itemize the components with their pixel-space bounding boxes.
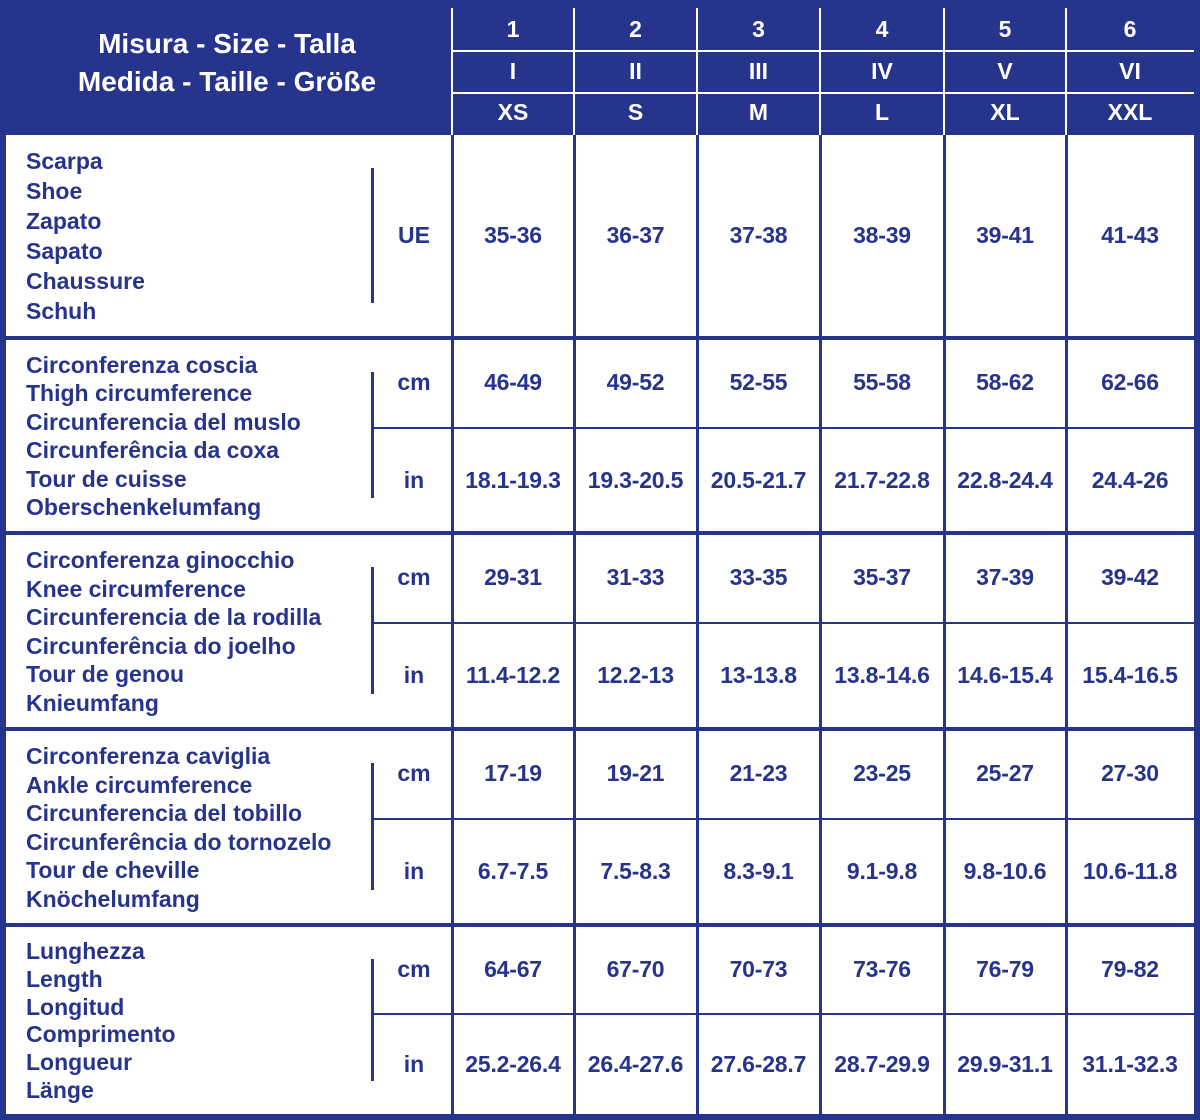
header-divider [452,92,1194,94]
row-divider [373,818,1194,820]
section-3-row-2-size-6: 15.4-16.5 [1082,662,1178,688]
section-divider [6,727,1194,731]
section-4-unit-2: in [403,858,425,884]
section-3-row-2-size-3: 13-13.8 [720,662,797,688]
section-3-label-1: Circonferenza ginocchio [26,547,295,573]
section-4-row-1-size-4: 23-25 [853,760,911,786]
section-2-row-2-size-1: 18.1-19.3 [465,466,561,493]
section-2-row-1-size-1: 46-49 [484,369,542,395]
section-5-row-2-size-3: 27.6-28.7 [710,1051,807,1077]
unit-column-divider [371,763,374,890]
section-3-unit-2: in [403,662,425,688]
header-size-roman-5: V [997,58,1013,84]
section-5-row-2-size-6: 31.1-32.3 [1082,1051,1178,1077]
section-2-row-2-size-4: 21.7-22.8 [834,466,930,493]
header-size-numeric-1: 1 [506,16,520,42]
section-1-row-1-size-3: 37-38 [729,221,788,248]
section-3-row-1-size-1: 29-31 [484,564,542,590]
section-3-row-1-size-4: 35-37 [853,564,911,590]
section-1-label-5: Chaussure [26,267,145,294]
section-1-label-4: Sapato [26,237,103,264]
section-2-label-1: Circonferenza coscia [26,352,258,378]
section-4-row-1-size-3: 21-23 [729,760,788,786]
section-2-row-1-size-5: 58-62 [976,369,1034,395]
section-4-row-1-size-6: 27-30 [1101,760,1159,786]
section-divider [6,923,1194,927]
section-1-row-1-size-4: 38-39 [853,221,911,248]
section-3-row-1-size-3: 33-35 [729,564,788,590]
section-divider [6,531,1194,535]
section-5-row-2-size-1: 25.2-26.4 [465,1051,561,1077]
section-4-row-2-size-3: 8.3-9.1 [723,858,794,884]
header-size-letter-2: S [627,99,644,125]
section-1-row-1-size-6: 41-43 [1101,221,1159,248]
unit-column-divider [371,959,374,1081]
section-5-row-1-size-2: 67-70 [606,955,665,982]
header-size-numeric-3: 3 [752,16,765,42]
section-3-row-2-size-2: 12.2-13 [597,662,674,688]
section-1-unit-1: UE [398,221,430,248]
section-2-label-2: Thigh circumference [26,380,253,407]
section-3-label-2: Knee circumference [26,575,246,602]
section-3-unit-1: cm [397,564,431,590]
section-4-row-1-size-1: 17-19 [484,760,542,786]
section-5-row-2-size-4: 28.7-29.9 [834,1051,930,1077]
section-2-row-1-size-4: 55-58 [853,369,911,395]
section-divider [6,336,1194,340]
section-4-label-5: Tour de cheville [26,857,200,884]
section-4-row-2-size-4: 9.1-9.8 [846,858,918,884]
section-2-row-2-size-3: 20.5-21.7 [710,466,807,493]
section-4-row-2-size-5: 9.8-10.6 [963,858,1047,884]
section-4-row-1-size-5: 25-27 [976,760,1034,786]
section-2-row-2-size-2: 19.3-20.5 [587,466,684,493]
section-4-label-2: Ankle circumference [26,771,253,798]
section-5-label-3: Longitud [26,993,125,1020]
section-2-row-2-size-6: 24.4-26 [1091,466,1169,493]
section-3-label-6: Knieumfang [26,689,159,716]
section-5-row-1-size-6: 79-82 [1101,955,1159,982]
header-size-letter-4: L [874,99,890,125]
section-1-label-6: Schuh [26,297,97,324]
section-3-row-1-size-2: 31-33 [606,564,665,590]
section-1-label-1: Scarpa [26,148,103,174]
section-2-row-1-size-6: 62-66 [1101,369,1159,395]
section-4-label-3: Circunferencia del tobillo [26,800,303,827]
header-size-numeric-4: 4 [875,16,889,42]
section-3-row-2-size-1: 11.4-12.2 [465,662,561,688]
row-divider [373,622,1194,624]
section-2-unit-1: cm [397,369,431,395]
section-5-label-6: Länge [26,1076,94,1103]
header-divider [452,50,1194,52]
section-4-row-2-size-2: 7.5-8.3 [600,858,671,884]
section-5-row-1-size-3: 70-73 [729,955,788,982]
row-divider [373,1013,1194,1015]
section-3-row-1-size-6: 39-42 [1101,564,1159,590]
section-5-row-1-size-1: 64-67 [484,955,542,982]
section-4-unit-1: cm [397,760,431,786]
section-3-row-2-size-5: 14.6-15.4 [957,662,1053,688]
unit-column-divider [371,168,374,303]
header-size-numeric-5: 5 [998,16,1012,42]
section-3-row-2-size-4: 13.8-14.6 [834,662,930,688]
section-5-label-1: Lunghezza [26,938,145,964]
section-2-row-1-size-3: 52-55 [729,369,788,395]
section-1-row-1-size-5: 39-41 [976,221,1034,248]
section-5-row-1-size-4: 73-76 [853,955,911,982]
section-4-label-6: Knöchelumfang [26,885,200,912]
header-size-roman-1: I [509,58,517,84]
section-3-row-1-size-5: 37-39 [976,564,1034,590]
section-3-label-4: Circunferência do joelho [26,632,296,659]
section-5-unit-1: cm [397,955,431,982]
unit-column-divider [371,567,374,694]
section-3-label-5: Tour de genou [26,661,185,688]
header-size-roman-3: III [748,58,769,84]
header-title-line1: Misura - Size - Talla [98,28,356,59]
section-1-label-2: Shoe [26,177,83,204]
section-2-row-1-size-2: 49-52 [606,369,665,395]
section-5-row-2-size-5: 29.9-31.1 [957,1051,1053,1077]
section-4-row-1-size-2: 19-21 [606,760,665,786]
section-5-row-1-size-5: 76-79 [976,955,1034,982]
section-5-label-5: Longueur [26,1049,133,1076]
header-size-numeric-6: 6 [1123,16,1137,42]
header-size-roman-4: IV [871,58,893,84]
header-size-letter-3: M [748,99,769,125]
row-divider [373,427,1194,429]
section-5-unit-2: in [403,1051,425,1077]
header-size-letter-1: XS [497,99,529,125]
section-2-label-5: Tour de cuisse [26,465,187,492]
section-2-unit-2: in [403,466,425,493]
section-2-row-2-size-5: 22.8-24.4 [957,466,1053,493]
section-5-row-2-size-2: 26.4-27.6 [587,1051,684,1077]
section-4-row-2-size-6: 10.6-11.8 [1082,858,1178,884]
section-5-label-2: Length [26,965,103,992]
section-4-label-4: Circunferência do tornozelo [26,828,332,855]
section-2-label-3: Circunferencia del muslo [26,408,301,435]
unit-column-divider [371,372,374,498]
section-1-label-3: Zapato [26,207,102,234]
header-size-numeric-2: 2 [629,16,642,42]
header-size-roman-2: II [629,58,642,84]
section-3-label-3: Circunferencia de la rodilla [26,604,322,631]
section-4-row-2-size-1: 6.7-7.5 [477,858,549,884]
section-1-row-1-size-1: 35-36 [484,221,542,248]
section-1-row-1-size-2: 36-37 [606,221,665,248]
section-4-label-1: Circonferenza caviglia [26,743,271,769]
section-5-label-4: Comprimento [26,1021,176,1048]
section-2-label-4: Circunferência da coxa [26,437,280,464]
header-title-line2: Medida - Taille - Größe [77,66,377,97]
header-size-letter-6: XXL [1107,99,1153,125]
header-size-roman-6: VI [1119,58,1141,84]
section-2-label-6: Oberschenkelumfang [26,494,262,521]
header-size-letter-5: XL [990,99,1020,125]
